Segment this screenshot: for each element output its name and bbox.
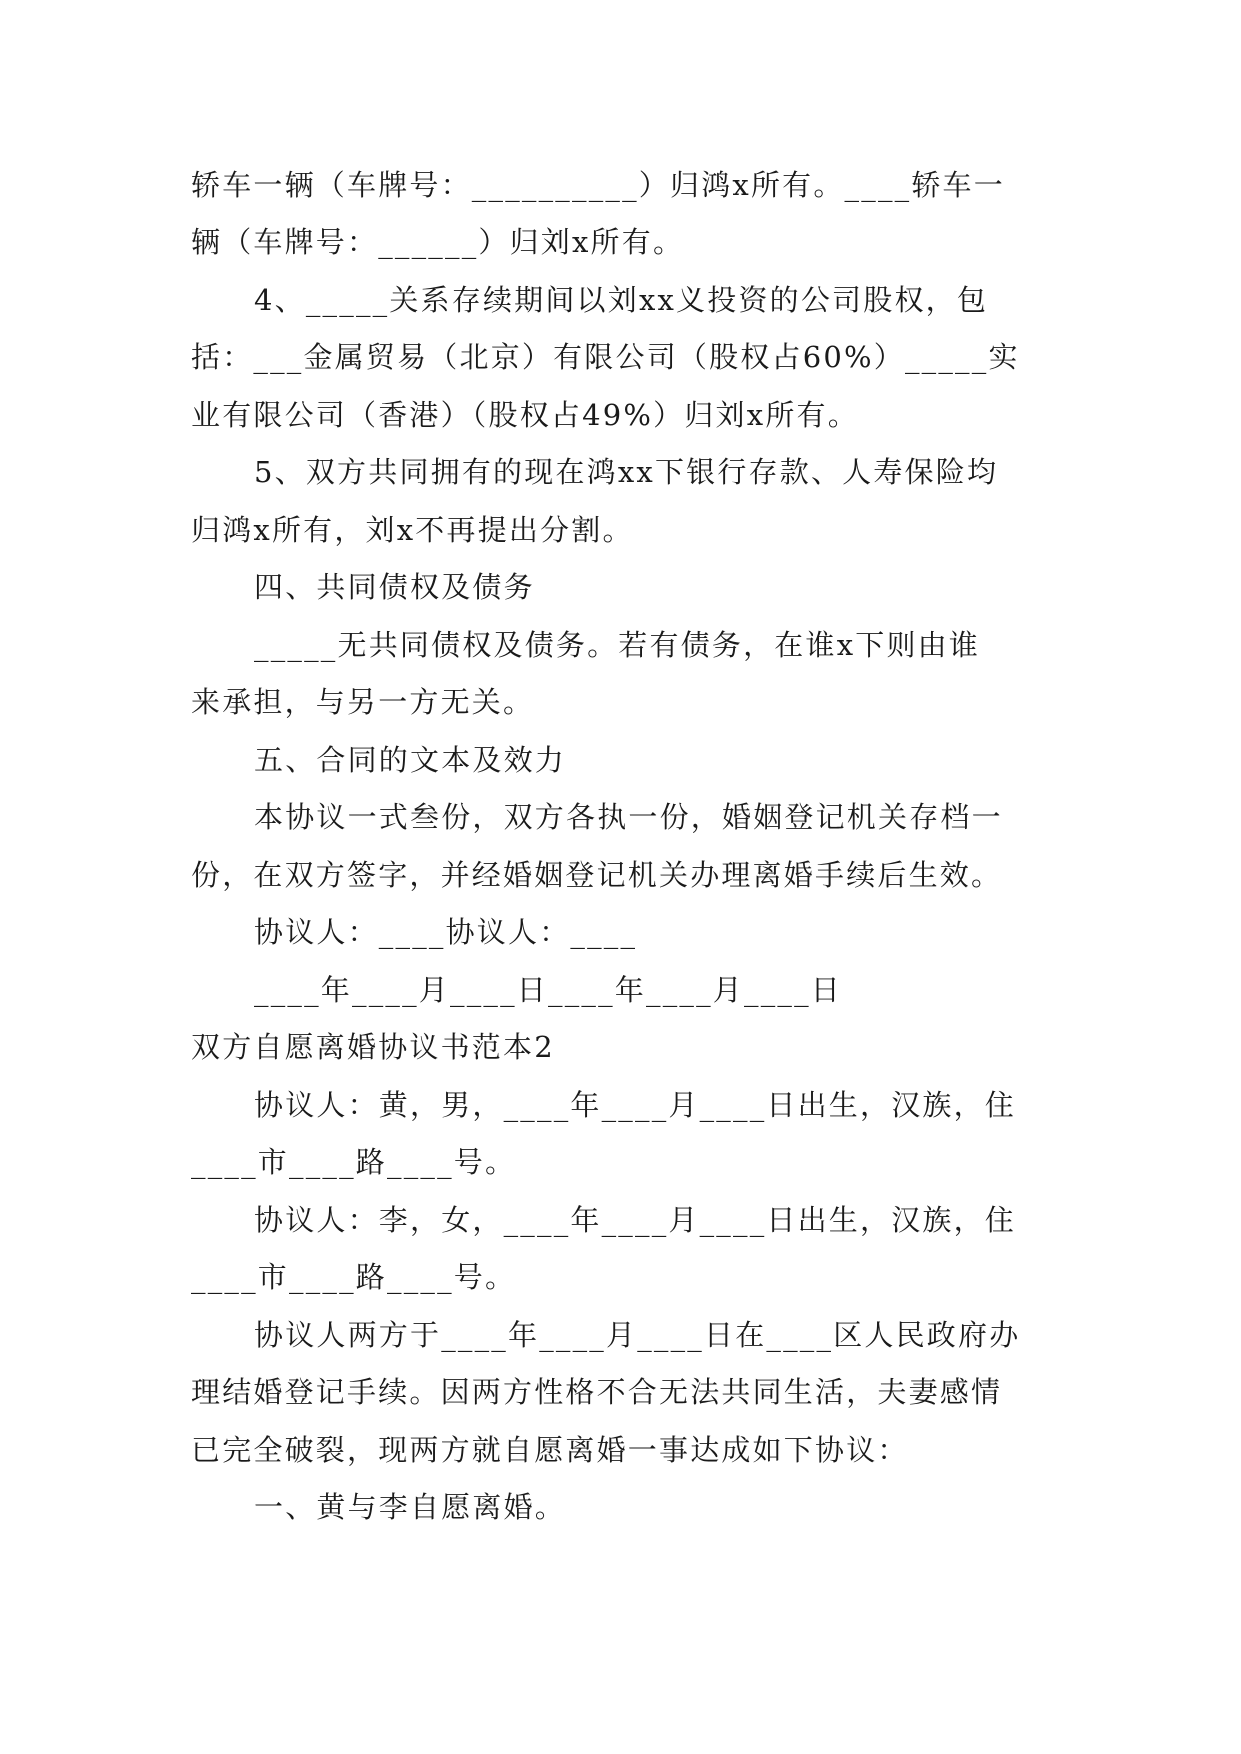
text-line: ____市____路____号。: [191, 1145, 517, 1179]
document-title: 双方自愿离婚协议书范本2: [191, 1030, 555, 1064]
text-line: _____无共同债权及债务。若有债务，在谁x下则由谁: [254, 628, 981, 662]
text-line: 归鸿x所有，刘x不再提出分割。: [191, 513, 634, 547]
signature-line: 协议人：____协议人：____: [254, 915, 638, 949]
text-line: 协议人：李，女，____年____月____日出生，汉族，住: [254, 1203, 1017, 1237]
section-heading: 一、黄与李自愿离婚。: [254, 1490, 567, 1524]
text-line: 理结婚登记手续。因两方性格不合无法共同生活，夫妻感情: [191, 1375, 1003, 1409]
text-line: 轿车一辆（车牌号：__________）归鸿x所有。____轿车一: [191, 168, 1005, 202]
text-line: 4、_____关系存续期间以刘xx义投资的公司股权，包: [254, 283, 989, 317]
section-heading: 四、共同债权及债务: [254, 570, 535, 604]
date-line: ____年____月____日____年____月____日: [254, 973, 843, 1007]
text-line: 来承担，与另一方无关。: [191, 685, 535, 719]
text-line: 本协议一式叁份，双方各执一份，婚姻登记机关存档一: [254, 800, 1003, 834]
text-line: 份，在双方签字，并经婚姻登记机关办理离婚手续后生效。: [191, 858, 1003, 892]
text-line: 协议人两方于____年____月____日在____区人民政府办: [254, 1318, 1021, 1352]
text-line: 协议人：黄，男，____年____月____日出生，汉族，住: [254, 1088, 1017, 1122]
text-line: 业有限公司（香港）（股权占49%）归刘x所有。: [191, 398, 859, 432]
text-line: 辆（车牌号：______）归刘x所有。: [191, 225, 685, 259]
section-heading: 五、合同的文本及效力: [254, 743, 567, 777]
text-line: ____市____路____号。: [191, 1260, 517, 1294]
text-line: 括：___金属贸易（北京）有限公司（股权占60%）_____实: [191, 340, 1020, 374]
text-line: 已完全破裂，现两方就自愿离婚一事达成如下协议：: [191, 1433, 909, 1467]
text-line: 5、双方共同拥有的现在鸿xx下银行存款、人寿保险均: [254, 455, 999, 489]
